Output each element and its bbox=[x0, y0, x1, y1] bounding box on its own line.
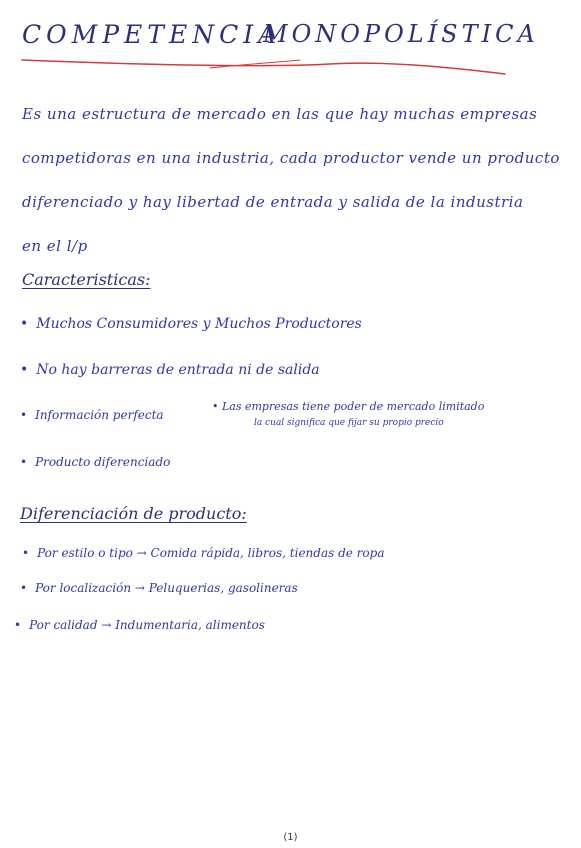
intro-line: Es una estructura de mercado en las que hay muchas empresas bbox=[22, 105, 538, 123]
caracteristica-item bbox=[20, 316, 362, 332]
diferenciacion-heading: Diferenciación de producto: bbox=[20, 504, 247, 523]
caracteristica-item bbox=[20, 362, 320, 378]
intro-line: en el l/p bbox=[22, 237, 88, 255]
caracteristica-note bbox=[212, 398, 484, 432]
bullet-dot: • bbox=[22, 546, 30, 560]
bullet-dot: • bbox=[20, 455, 28, 469]
diferenciacion-item bbox=[22, 546, 384, 560]
caracteristica-item bbox=[20, 455, 170, 469]
caracteristicas-heading: Caracteristicas: bbox=[22, 270, 151, 289]
caracteristica-item bbox=[20, 408, 164, 422]
caracteristica-text: Producto diferenciado bbox=[35, 455, 171, 469]
diferenciacion-text: Por estilo o tipo → Comida rápida, libros, tiendas de ropa bbox=[37, 546, 385, 560]
intro-paragraph bbox=[22, 92, 562, 268]
bullet-dot: • bbox=[14, 618, 22, 632]
page-number: (1) bbox=[283, 832, 298, 843]
title-part-1: COMPETENCIA bbox=[22, 20, 282, 49]
diferenciacion-text: Por localización → Peluquerias, gasolineras bbox=[35, 581, 298, 595]
diferenciacion-item bbox=[20, 581, 298, 595]
note-line-1: • Las empresas tiene poder de mercado limitado bbox=[212, 400, 485, 413]
title-underline bbox=[0, 50, 581, 80]
diferenciacion-item bbox=[14, 618, 265, 632]
bullet-dot: • bbox=[20, 362, 29, 378]
note-line-2: la cual significa que fijar su propio precio bbox=[254, 418, 444, 428]
caracteristica-text: Información perfecta bbox=[35, 408, 164, 422]
caracteristica-text: No hay barreras de entrada ni de salida bbox=[36, 362, 320, 378]
diferenciacion-text: Por calidad → Indumentaria, alimentos bbox=[29, 618, 265, 632]
intro-line: diferenciado y hay libertad de entrada y salida de la industria bbox=[22, 193, 524, 211]
intro-line: competidoras en una industria, cada productor vende un producto bbox=[22, 149, 560, 167]
bullet-dot: • bbox=[20, 408, 28, 422]
bullet-dot: • bbox=[20, 316, 29, 332]
caracteristica-text: Muchos Consumidores y Muchos Productores bbox=[36, 316, 362, 332]
title-part-2: MONOPOLÍSTICA bbox=[263, 20, 539, 48]
bullet-dot: • bbox=[20, 581, 28, 595]
